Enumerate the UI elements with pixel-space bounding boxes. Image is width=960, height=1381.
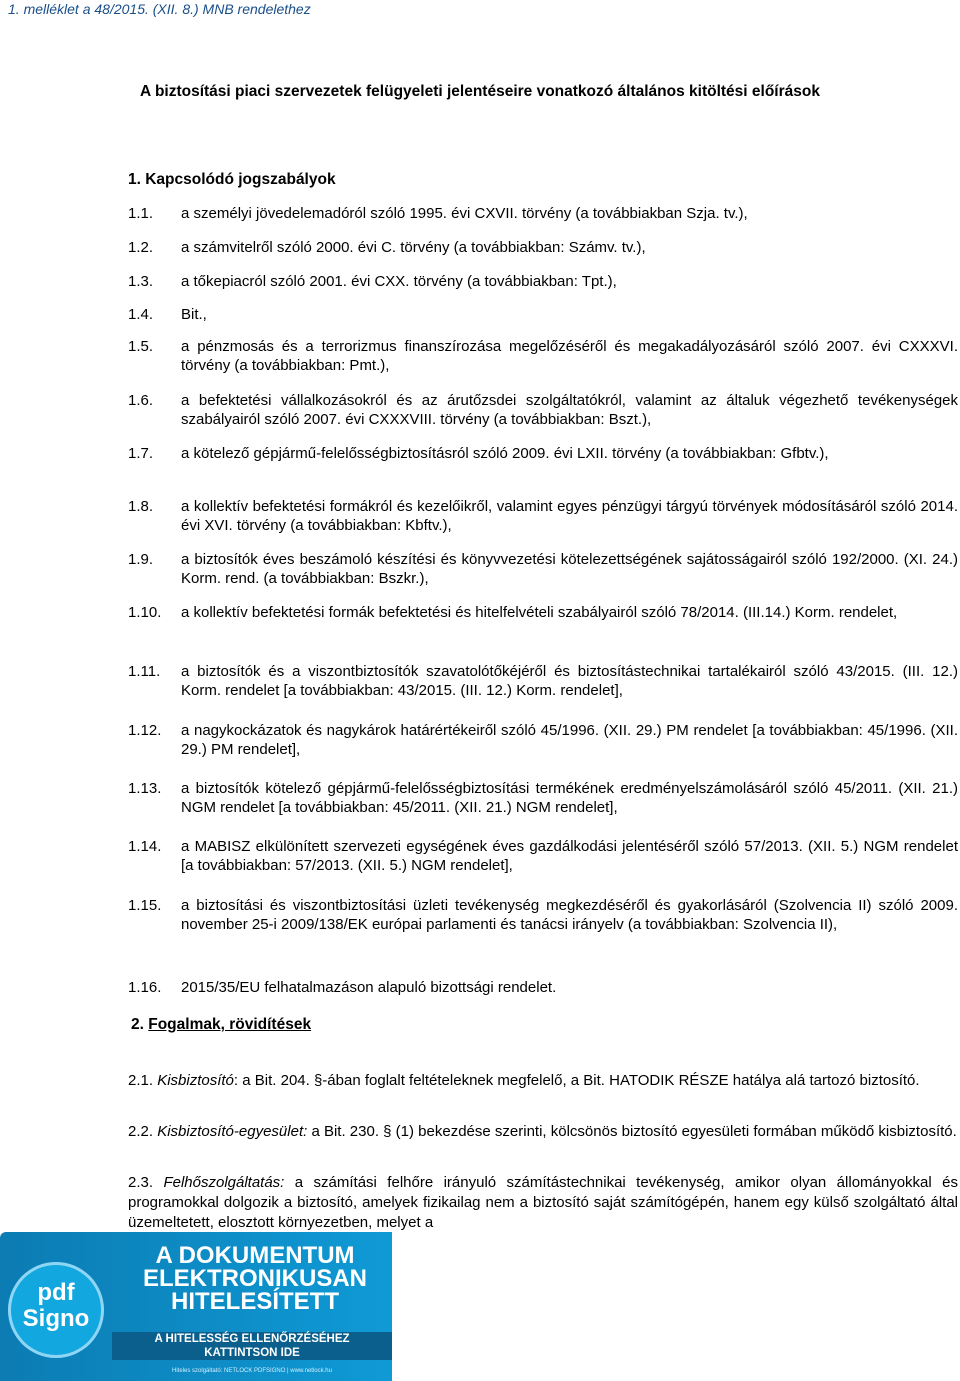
badge-footer: Hiteles szolgáltató: NETLOCK PDFSIGNO | www.netlock.hu xyxy=(172,1368,332,1374)
regulation-item: 1.1. a személyi jövedelemadóról szóló 1995. évi CXVII. törvény (a továbbiakban Szja. tv.), xyxy=(128,205,748,222)
regulation-item: 1.15. a biztosítási és viszontbiztosítási üzleti tevékenység megkezdéséről és gyakorlásáról (Szolvencia II) szóló 2009. november 25-i 2009/138/EK európai parlamenti és tanácsi irányelv (a továbbiakban: Szolvencia II), xyxy=(128,897,958,933)
regulation-item: 1.12. a nagykockázatok és nagykárok határértékeiről szóló 45/1996. (XII. 29.) PM rendelet [a továbbiakban: 45/1996. (XII. 29.) PM rendelet], xyxy=(128,722,958,758)
pdfsigno-logo: pdf Signo xyxy=(8,1262,104,1358)
header-note: 1. melléklet a 48/2015. (XII. 8.) MNB rendelethez xyxy=(8,1,311,17)
regulation-item: 1.2. a számvitelről szóló 2000. évi C. törvény (a továbbiakban: Számv. tv.), xyxy=(128,239,646,256)
definition-item: 2.2. Kisbiztosító-egyesület: a Bit. 230. § (1) bekezdése szerinti, kölcsönös biztosító egyesületi formában működő kisbiztosító. xyxy=(128,1123,957,1140)
regulation-item: 1.7. a kötelező gépjármű-felelősségbiztosításról szóló 2009. évi LXII. törvény (a továbbiakban: Gfbtv.), xyxy=(128,445,829,462)
regulation-item: 1.11. a biztosítók és a viszontbiztosítók szavatolótőkéjéről és biztosítástechnikai tartalékairól szóló 43/2015. (III. 12.) Korm. rendelet [a továbbiakban: 43/2015. (III. 12.) Korm. rendelet], xyxy=(128,663,958,699)
regulation-item: 1.10. a kollektív befektetési formák befektetési és hitelfelvételi szabályairól szóló 78/2014. (III.14.) Korm. rendelet, xyxy=(128,604,898,621)
regulation-item: 1.14. a MABISZ elkülönített szervezeti egységének éves gazdálkodási jelentéséről szóló 57/2013. (XII. 5.) NGM rendelet [a továbbiakban: 57/2013. (XII. 5.) NGM rendelet], xyxy=(128,838,958,874)
badge-heading: A DOKUMENTUM ELEKTRONIKUSAN HITELESÍTETT xyxy=(142,1242,367,1315)
regulation-item: 1.3. a tőkepiacról szóló 2001. évi CXX. törvény (a továbbiakban: Tpt.), xyxy=(128,273,617,290)
section-2-heading: 2. Fogalmak, rövidítések xyxy=(131,1016,312,1033)
regulation-item: 1.16. 2015/35/EU felhatalmazáson alapuló bizottsági rendelet. xyxy=(128,979,557,996)
regulation-item: 1.9. a biztosítók éves beszámoló készítési és könyvvezetési kötelezettségének sajátosságairól szóló 192/2000. (XI. 24.) Korm. rend. (a továbbiakban: Bszkr.), xyxy=(128,551,958,587)
regulation-item: 1.13. a biztosítók kötelező gépjármű-felelősségbiztosítási termékének eredményelszámolásáról szóló 45/2011. (XII. 21.) NGM rendelet [a továbbiakban: 45/2011. (XII. 21.) NGM rendelet], xyxy=(128,780,958,816)
section-1-heading: 1. Kapcsolódó jogszabályok xyxy=(128,171,336,188)
regulation-item: 1.8. a kollektív befektetési formákról és kezelőikről, valamint egyes pénzügyi tárgyú törvények módosításáról szóló 2014. évi XVI. törvény (a továbbiakban: Kbftv.), xyxy=(128,498,958,534)
signature-badge[interactable] xyxy=(0,1232,392,1381)
document-title: A biztosítási piaci szervezetek felügyeleti jelentéseire vonatkozó általános kitöltési előírások xyxy=(140,83,820,100)
definition-item: 2.3. Felhőszolgáltatás: a számítási felhőre irányuló számítástechnikai tevékenység, amikor olyan állományokkal és programokkal dolgozik a biztosító, amelyek fizikailag nem a biztosító saját számítógépén, hanem egy külső szolgáltató által üzemeltetett, elosztott környezetben, melyet a xyxy=(128,1174,958,1231)
verify-link[interactable]: A HITELESSÉG ELLENŐRZÉSÉHEZ KATTINTSON IDE xyxy=(112,1332,392,1360)
definition-item: 2.1. Kisbiztosító: a Bit. 204. §-ában foglalt feltételeknek megfelelő, a Bit. HATODIK RÉSZE hatálya alá tartozó biztosító. xyxy=(128,1072,920,1089)
regulation-item: 1.6. a befektetési vállalkozásokról és az árutőzsdei szolgáltatókról, valamint az általuk végezhető tevékenységek szabályairól szóló 2007. évi CXXXVIII. törvény (a továbbiakban: Bszt.), xyxy=(128,392,958,428)
regulation-item: 1.5. a pénzmosás és a terrorizmus finanszírozása megelőzéséről és megakadályozásáról szóló 2007. évi CXXXVI. törvény (a továbbiakban: Pmt.), xyxy=(128,338,958,374)
regulation-item: 1.4. Bit., xyxy=(128,306,207,323)
